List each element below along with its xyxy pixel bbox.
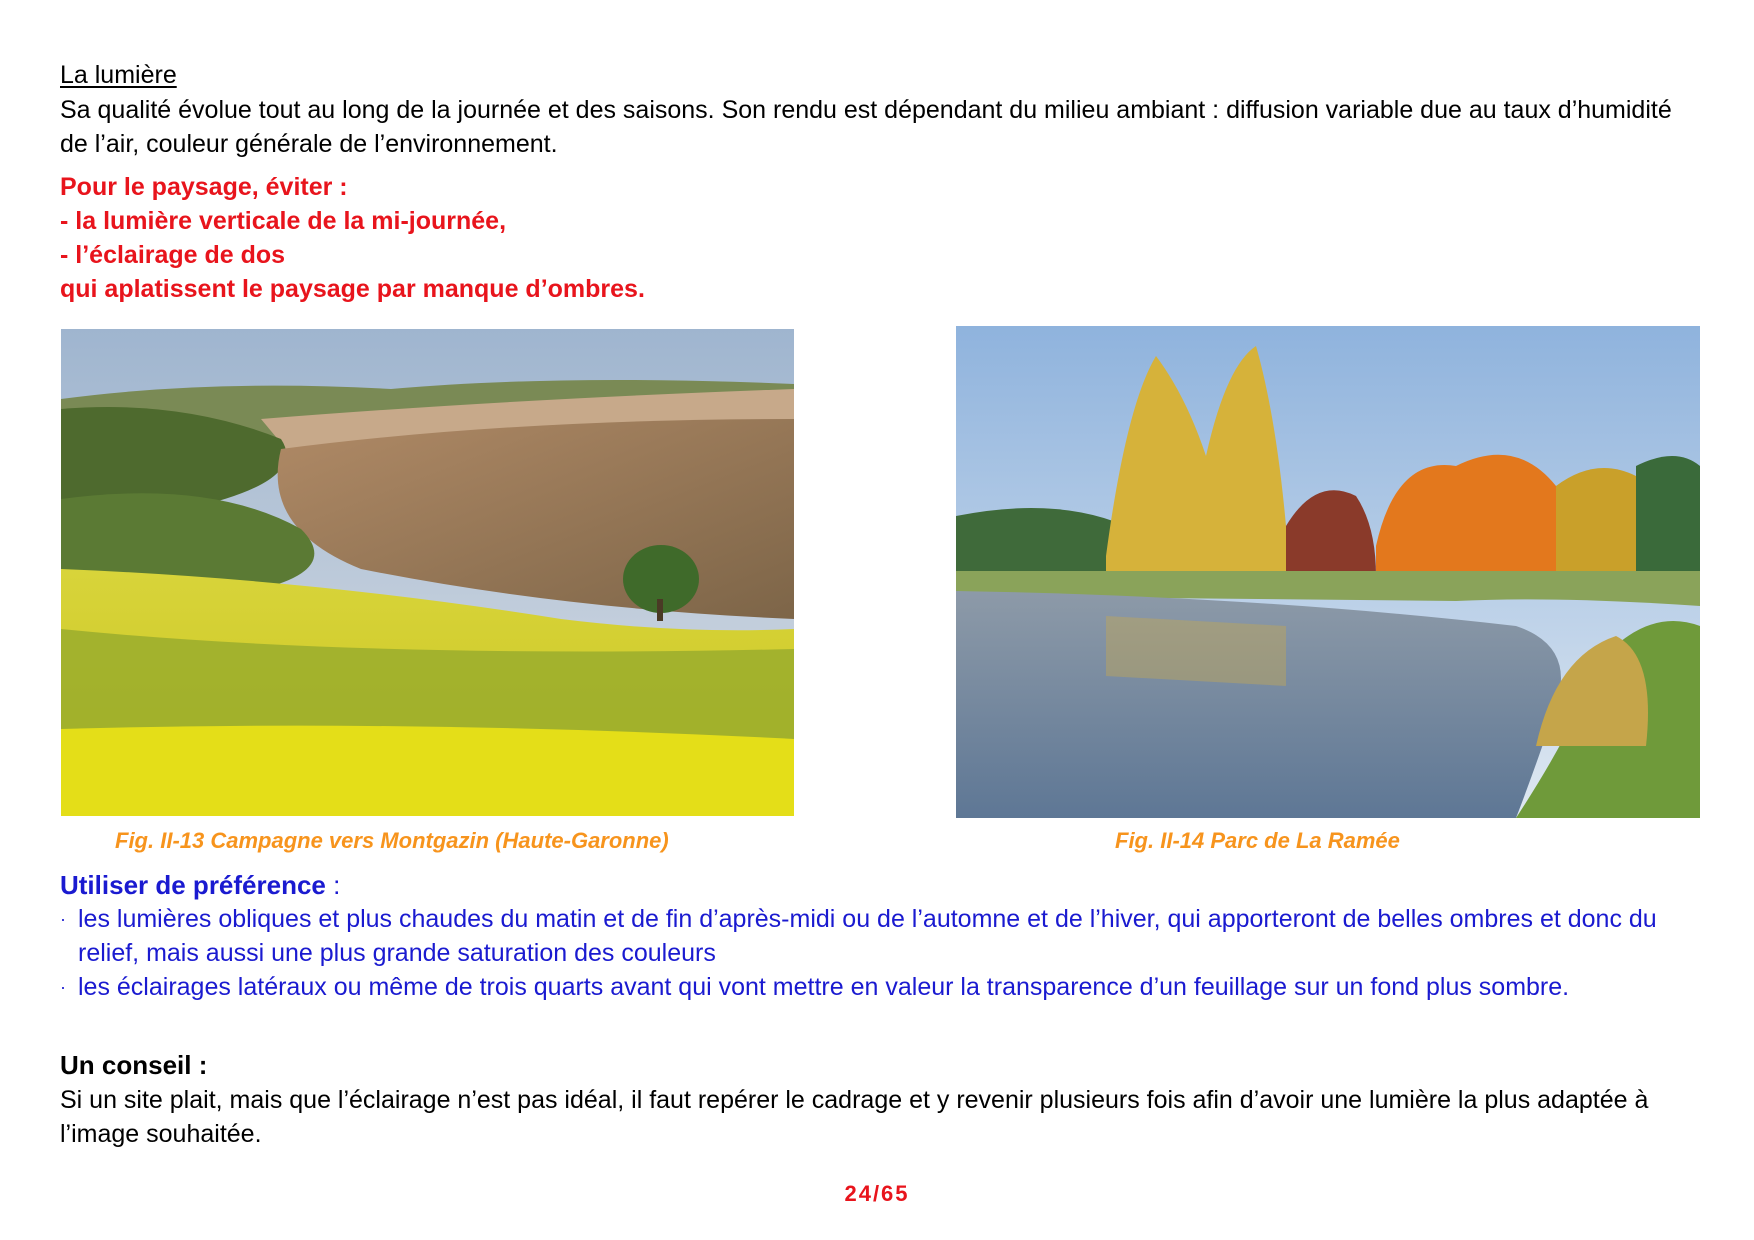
photo-countryside <box>61 329 794 816</box>
list-item-text: les éclairages latéraux ou même de trois quarts avant qui vont mettre en valeur la transparence d’un feuillage sur un fond plus sombre. <box>78 973 1570 1001</box>
figure-caption-1: Fig. II-13 Campagne vers Montgazin (Haute-Garonne) <box>115 828 669 853</box>
preference-list <box>60 902 1710 1004</box>
list-item <box>60 970 1710 1004</box>
intro-paragraph: Sa qualité évolue tout au long de la journée et des saisons. Son rendu est dépendant du milieu ambiant : diffusion variable due au taux d’humidité de l’air, couleur générale de l’environnement. <box>60 96 1672 158</box>
preference-title: Utiliser de préférence <box>60 870 326 900</box>
list-item <box>60 902 1710 970</box>
preference-heading <box>60 868 340 902</box>
figure-caption-2: Fig. II-14 Parc de La Ramée <box>1115 828 1400 853</box>
list-item-text: les lumières obliques et plus chaudes du matin et de fin d’après-midi ou de l’automne et de l’hiver, qui apporteront de belles ombres et donc du relief, mais aussi une plus grande saturation des couleurs <box>78 905 1657 967</box>
tip-paragraph: Si un site plait, mais que l’éclairage n’est pas idéal, il faut repérer le cadrage et y revenir plusieurs fois afin d’avoir une lumière la plus adaptée à l’image souhaitée. <box>60 1086 1649 1148</box>
bullet-icon: · <box>60 977 66 997</box>
photo-park-lake <box>956 326 1700 818</box>
page-number: 24/65 <box>844 1181 910 1206</box>
warning-item-1: - la lumière verticale de la mi-journée, <box>60 207 507 235</box>
section-title: La lumière <box>60 61 177 89</box>
warning-heading: Pour le paysage, éviter : <box>60 173 348 201</box>
bullet-icon: · <box>60 909 66 929</box>
tip-heading: Un conseil : <box>60 1050 208 1080</box>
warning-item-2: - l’éclairage de dos <box>60 241 286 269</box>
preference-colon: : <box>325 870 341 900</box>
warning-conclusion: qui aplatissent le paysage par manque d’ombres. <box>60 275 645 303</box>
